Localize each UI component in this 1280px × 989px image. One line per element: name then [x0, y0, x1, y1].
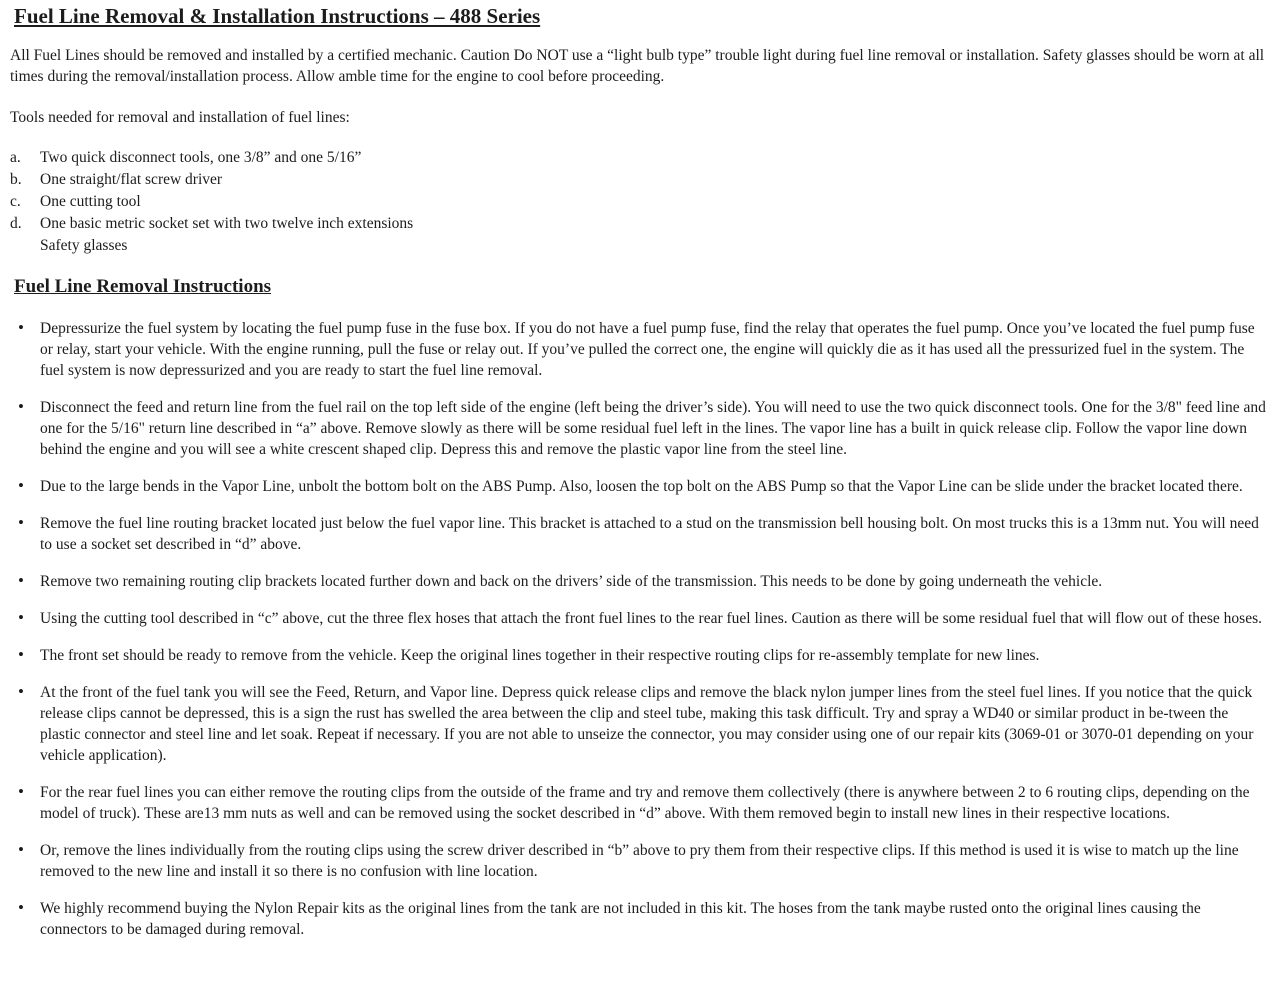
step-item: • We highly recommend buying the Nylon Repair kits as the original lines from the tank are not included in this kit. The hoses from the tank maybe rusted onto the original lines causing the connectors to be damaged during removal.: [10, 898, 1266, 940]
tool-item-text: Two quick disconnect tools, one 3/8” and one 5/16”: [40, 149, 362, 166]
tool-item-text: One cutting tool: [40, 193, 141, 210]
tools-list-heading: Tools needed for removal and installation of fuel lines:: [10, 109, 350, 126]
tool-item-a: [10, 147, 1266, 169]
step-item: • Remove two remaining routing clip brackets located further down and back on the drivers’ side of the transmission. This needs to be done by going underneath the vehicle.: [10, 571, 1266, 592]
tools-list: [10, 147, 1266, 256]
step-item: • Due to the large bends in the Vapor Line, unbolt the bottom bolt on the ABS Pump. Also, loosen the top bolt on the ABS Pump so that the Vapor Line can be slide under the bracket located there.: [10, 476, 1266, 497]
tool-item-b: [10, 169, 1266, 191]
tool-item-marker: d.: [10, 215, 22, 232]
step-item: • Remove the fuel line routing bracket located just below the fuel vapor line. This bracket is attached to a stud on the transmission bell housing bolt. On most trucks this is a 13mm nut. You will need to use a socket set described in “d” above.: [10, 513, 1266, 555]
tool-item-marker: a.: [10, 149, 21, 166]
step-item: • Disconnect the feed and return line from the fuel rail on the top left side of the engine (left being the driver’s side). You will need to use the two quick disconnect tools. One for the 3/8" feed line and one for the 5/16" return line described in “a” above. Remove slowly as there will be some residual fuel left in the lines. The vapor line has a built in quick release clip. Follow the vapor line down behind the engine and you will see a white crescent shaped clip. Depress this and remove the plastic vapor line from the steel line.: [10, 397, 1266, 460]
step-item: • The front set should be ready to remove from the vehicle. Keep the original lines together in their respective routing clips for re-assembly template for new lines.: [10, 645, 1266, 666]
tool-item-marker: c.: [10, 193, 21, 210]
document-title: Fuel Line Removal & Installation Instructions – 488 Series: [14, 4, 541, 28]
tool-item-text: One basic metric socket set with two twelve inch extensions: [40, 215, 414, 232]
tool-item-d: [10, 213, 1266, 256]
section-heading: Fuel Line Removal Instructions: [14, 276, 272, 297]
step-item: • Depressurize the fuel system by locating the fuel pump fuse in the fuse box. If you do not have a fuel pump fuse, find the relay that operates the fuel pump. Once you’ve located the fuel pump fuse or relay, start your vehicle. With the engine running, pull the fuse or relay out. If you’ve pulled the correct one, the engine will quickly die as it has used all the pressurized fuel in the system. The fuel system is now depressurized and you are ready to start the fuel line removal.: [10, 318, 1266, 381]
step-item: • Or, remove the lines individually from the routing clips using the screw driver described in “b” above to pry them from their respective clips. If this method is used it is wise to match up the line removed to the new line and install it so there is no confusion with line location.: [10, 840, 1266, 882]
tool-item-c: [10, 191, 1266, 213]
step-item: • At the front of the fuel tank you will see the Feed, Return, and Vapor line. Depress quick release clips and remove the black nylon jumper lines from the steel fuel lines. If you notice that the quick release clips cannot be depressed, this is a sign the rust has swelled the area between the clip and steel tube, making this task difficult. Try and spray a WD40 or similar product in be-tween the plastic connector and steel line and let soak. Repeat if necessary. If you are not able to unseize the connector, you may consider using one of our repair kits (3069-01 or 3070-01 depending on your vehicle application).: [10, 682, 1266, 766]
step-item: • Using the cutting tool described in “c” above, cut the three flex hoses that attach the front fuel lines to the rear fuel lines. Caution as there will be some residual fuel that will flow out of these hoses.: [10, 608, 1266, 629]
step-item: • For the rear fuel lines you can either remove the routing clips from the outside of the frame and try and remove them collectively (there is anywhere between 2 to 6 routing clips, depending on the model of truck). These are13 mm nuts as well and can be removed using the socket described in “d” above. With them removed begin to install new lines in their respective locations.: [10, 782, 1266, 824]
tool-item-text: One straight/flat screw driver: [40, 171, 223, 188]
steps-list: [10, 318, 1266, 940]
tool-item-extra-line: Safety glasses: [40, 237, 128, 254]
intro-paragraph: All Fuel Lines should be removed and installed by a certified mechanic. Caution Do NOT use a “light bulb type” trouble light during fuel line removal or installation. Safety glasses should be worn at all times during the removal/installation process. Allow amble time for the engine to cool before proceeding.: [10, 47, 1265, 85]
tool-item-marker: b.: [10, 171, 22, 188]
